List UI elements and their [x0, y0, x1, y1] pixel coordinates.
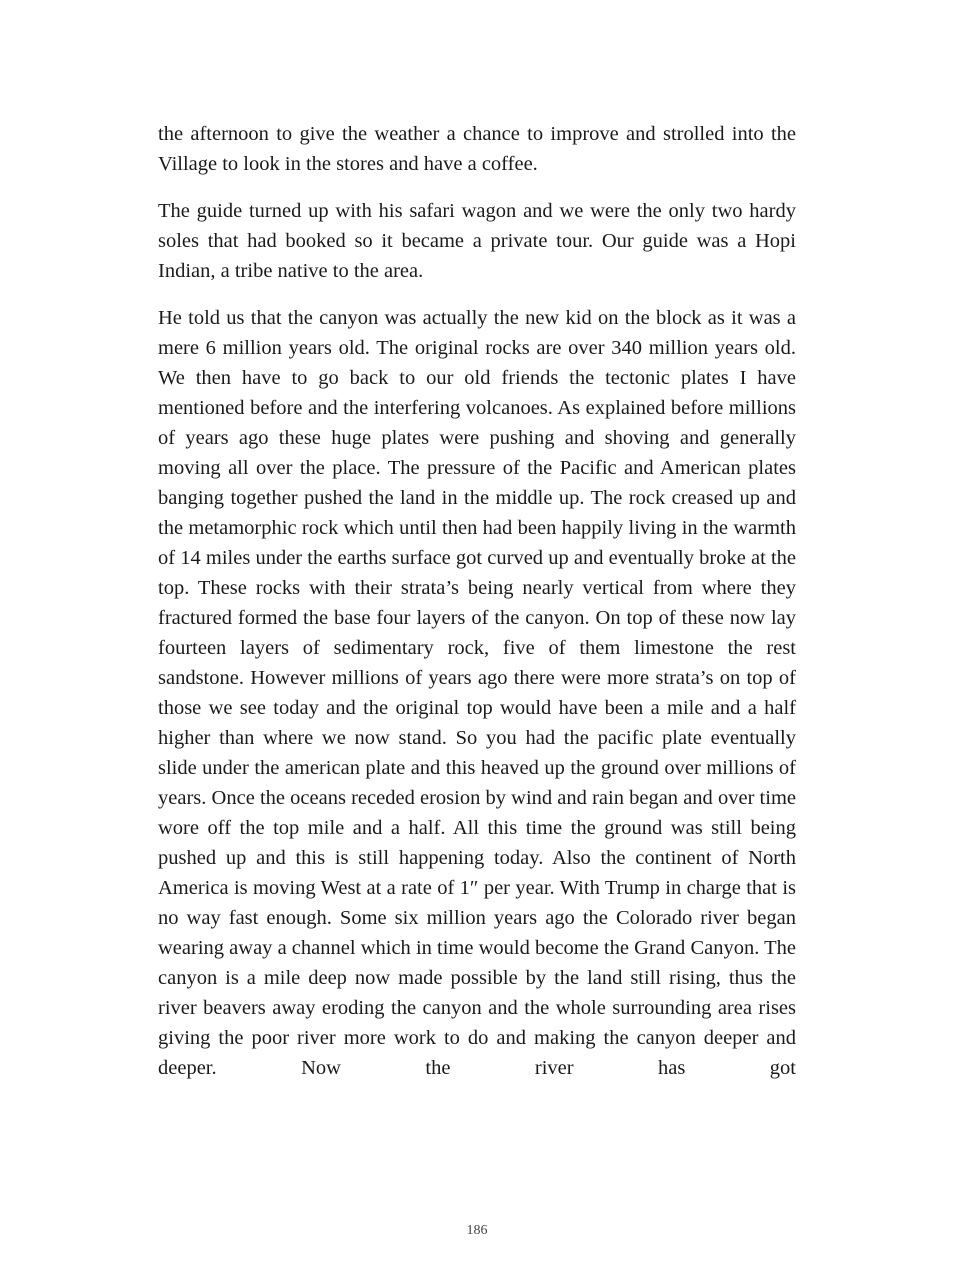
paragraph-3: He told us that the canyon was actually the new kid on the block as it was a mere 6 million years old. The original rocks are over 340 million years old. We then have to go back to our old friends the tectonic plates I have mentioned before and the interfering volcanoes. As explained before millions of years ago these huge plates were pushing and shoving and generally moving all over the place. The pressure of the Pacific and American plates banging together pushed the land in the middle up. The rock creased up and the metamorphic rock which until then had been happily living in the warmth of 14 miles under the earths surface got curved up and eventually broke at the top. These rocks with their strata’s being nearly vertical from where they fractured formed the base four layers of the canyon. On top of these now lay fourteen layers of sedimentary rock, five of them limestone the rest sandstone. However millions of years ago there were more strata’s on top of those we see today and the original top would have been a mile and a half higher than where we now stand. So you had the pacific plate eventually slide under the american plate and this heaved up the ground over millions of years. Once the oceans receded erosion by wind and rain began and over time wore off the top mile and a half. All this time the ground was still being pushed up and this is still happening today. Also the continent of North America is moving West at a rate of 1″ per year. With Trump in charge that is no way fast enough. Some six million years ago the Colorado river began wearing away a channel which in time would become the Grand Canyon. The canyon is a mile deep now made possible by the land still rising, thus the river beavers away eroding the canyon and the whole surrounding area rises giving the poor river more work to do and making the canyon deeper and deeper. Now the river has got	[158, 307, 796, 1079]
body-text	[158, 119, 796, 1100]
paragraph-2: The guide turned up with his safari wagon and we were the only two hardy soles that had booked so it became a private tour. Our guide was a Hopi Indian, a tribe native to the area.	[158, 200, 796, 282]
paragraph-1: the afternoon to give the weather a chance to improve and strolled into the Village to look in the stores and have a coffee.	[158, 123, 796, 175]
page-number: 186	[466, 1223, 488, 1238]
